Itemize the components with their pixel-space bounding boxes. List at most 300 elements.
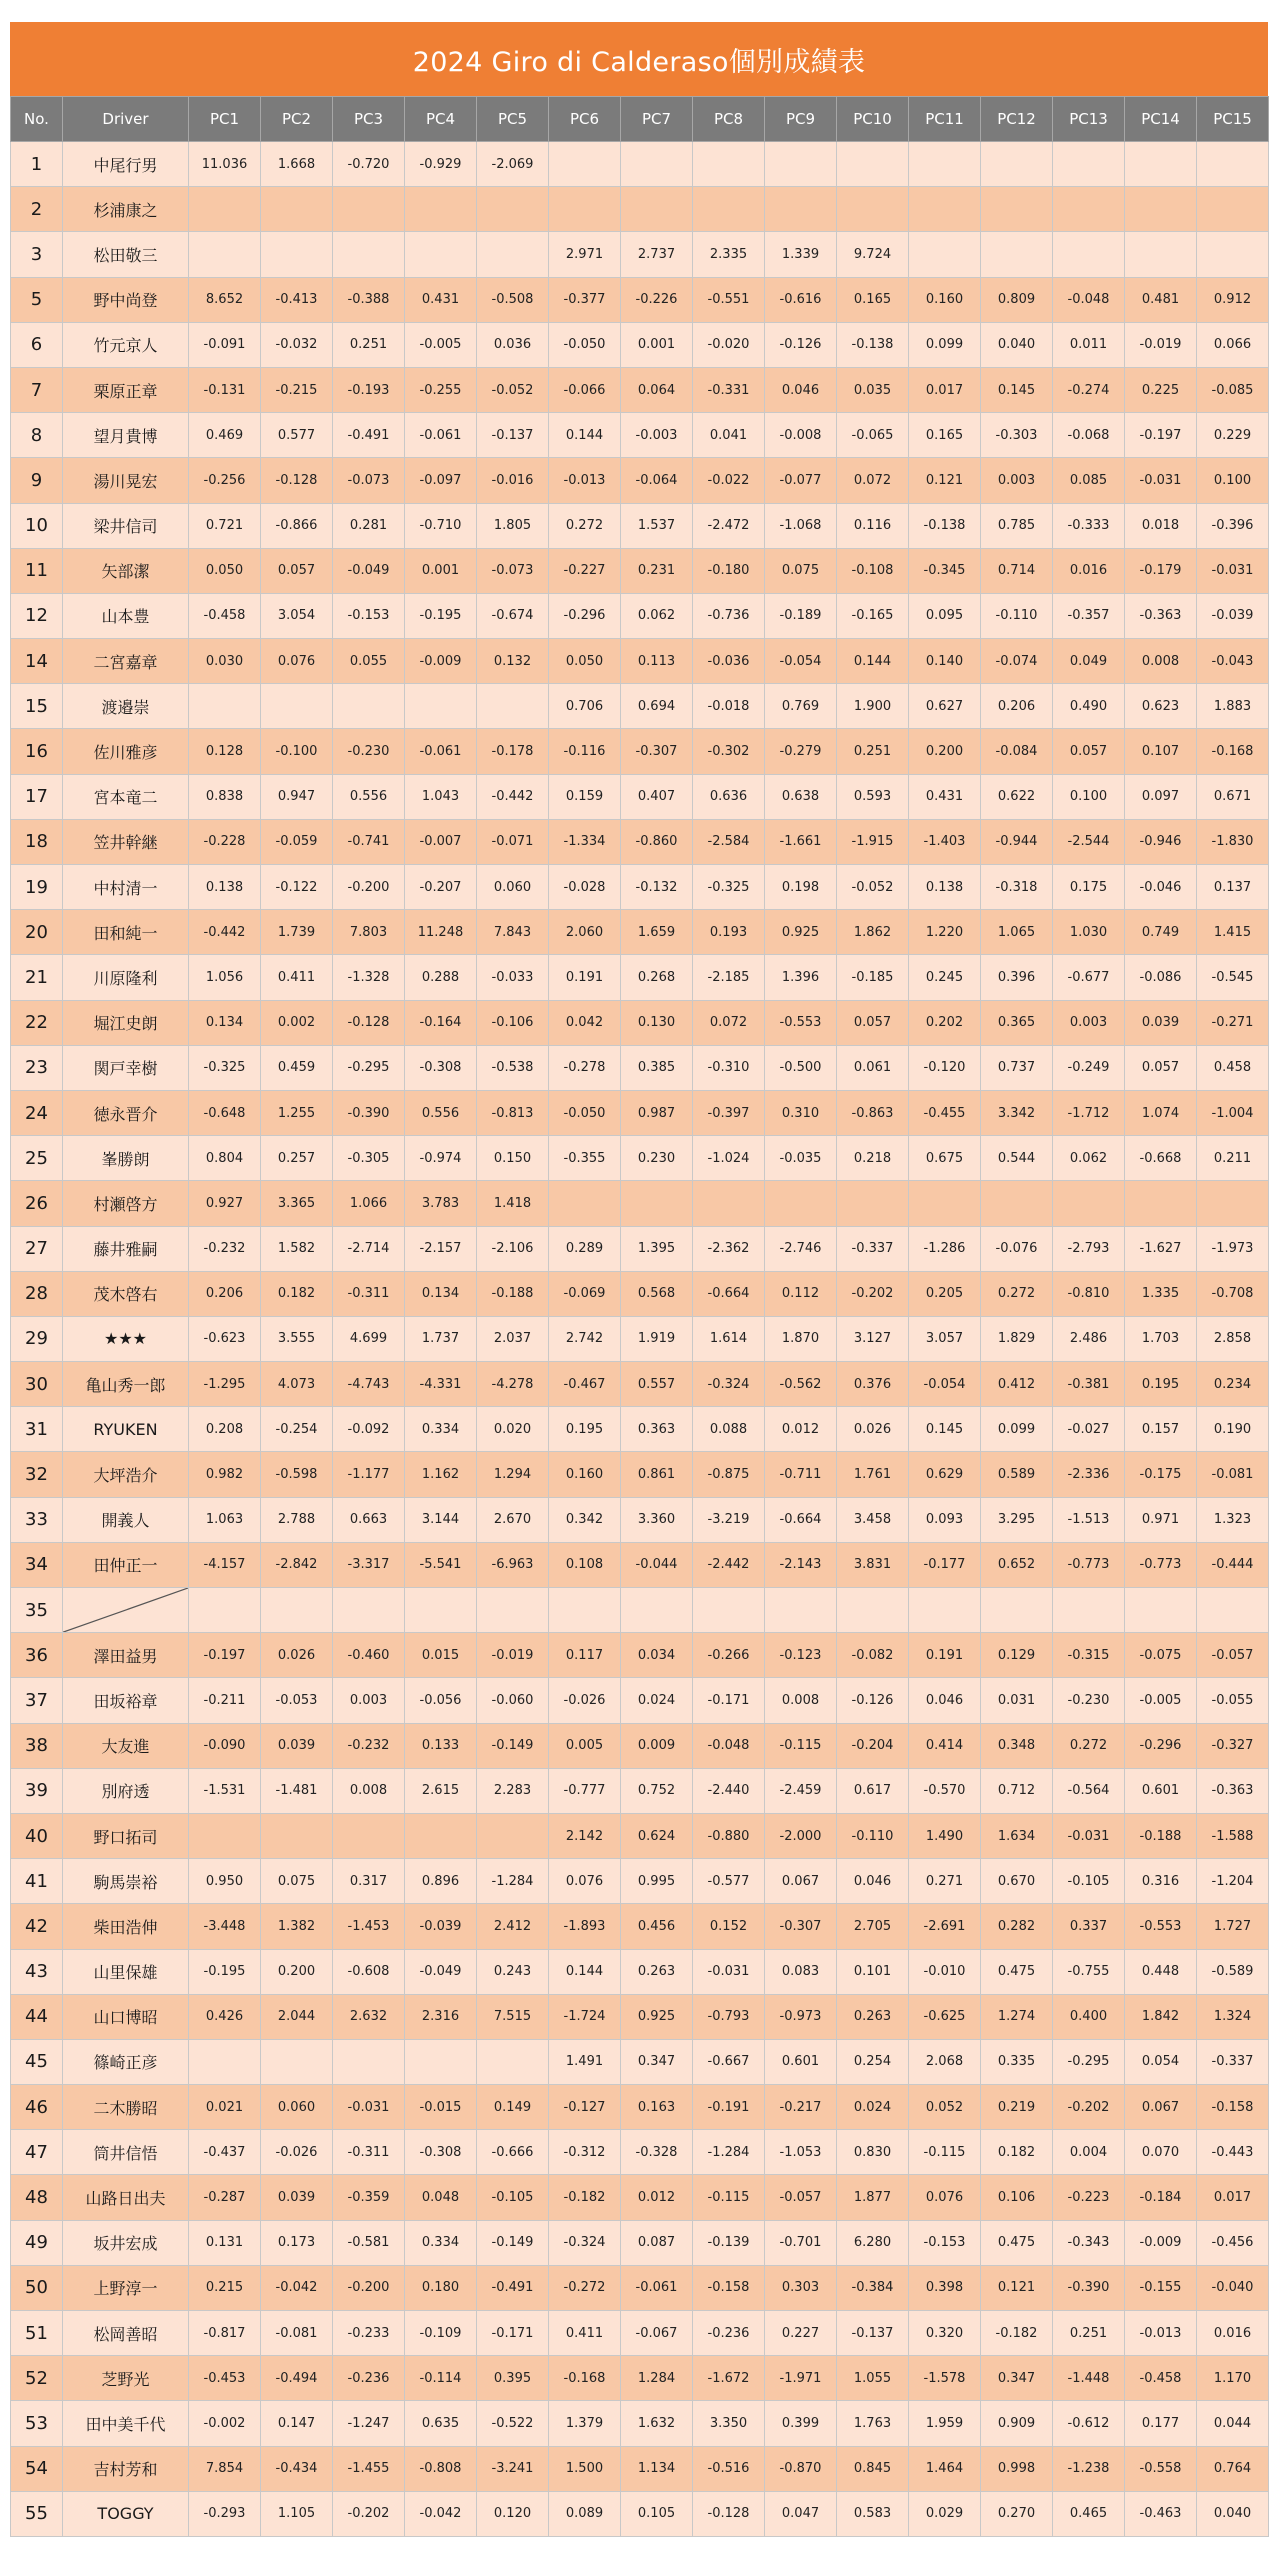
pc15-score: 0.016: [1197, 2311, 1269, 2356]
pc3-score: -0.200: [333, 2265, 405, 2310]
pc9-score: -0.711: [765, 1452, 837, 1497]
driver-name: 藤井雅嗣: [63, 1226, 189, 1271]
pc2-score: 0.039: [261, 1723, 333, 1768]
pc14-score: 0.067: [1125, 2085, 1197, 2130]
pc13-score: 0.400: [1053, 1994, 1125, 2039]
pc1-score: 0.469: [189, 413, 261, 458]
pc3-score: [333, 684, 405, 729]
row-number: 23: [11, 1045, 63, 1090]
pc8-score: -1.672: [693, 2356, 765, 2401]
pc11-score: -0.010: [909, 1949, 981, 1994]
pc12-score: 0.182: [981, 2130, 1053, 2175]
pc10-score: -0.108: [837, 548, 909, 593]
pc11-score: -0.115: [909, 2130, 981, 2175]
pc2-score: 4.073: [261, 1362, 333, 1407]
pc14-score: 0.316: [1125, 1859, 1197, 1904]
row-number: 38: [11, 1723, 63, 1768]
pc6-score: -0.272: [549, 2265, 621, 2310]
pc11-score: -2.691: [909, 1904, 981, 1949]
pc11-score: 0.398: [909, 2265, 981, 2310]
pc11-score: 1.490: [909, 1813, 981, 1858]
pc2-score: -0.081: [261, 2311, 333, 2356]
pc14-score: -0.668: [1125, 1136, 1197, 1181]
pc11-score: [909, 142, 981, 187]
header-pc10: PC10: [837, 97, 909, 142]
diagonal-slash-mark: [63, 1588, 188, 1632]
table-row: [11, 1859, 1269, 1904]
pc2-score: 3.054: [261, 593, 333, 638]
pc1-score: 0.982: [189, 1452, 261, 1497]
pc3-score: 0.008: [333, 1768, 405, 1813]
pc4-score: -0.207: [405, 865, 477, 910]
pc1-score: 0.950: [189, 1859, 261, 1904]
pc10-score: [837, 142, 909, 187]
pc9-score: -0.189: [765, 593, 837, 638]
pc10-score: 0.583: [837, 2491, 909, 2536]
pc2-score: -0.059: [261, 819, 333, 864]
pc10-score: -0.384: [837, 2265, 909, 2310]
pc6-score: 0.706: [549, 684, 621, 729]
pc3-score: 0.003: [333, 1678, 405, 1723]
pc2-score: -2.842: [261, 1542, 333, 1587]
pc6-score: -0.168: [549, 2356, 621, 2401]
pc10-score: 0.830: [837, 2130, 909, 2175]
pc13-score: -0.677: [1053, 955, 1125, 1000]
pc1-score: 0.206: [189, 1271, 261, 1316]
driver-name: 山口博昭: [63, 1994, 189, 2039]
pc6-score: 0.195: [549, 1407, 621, 1452]
driver-name: 松岡善昭: [63, 2311, 189, 2356]
row-number: 37: [11, 1678, 63, 1723]
pc7-score: 0.230: [621, 1136, 693, 1181]
pc1-score: 8.652: [189, 277, 261, 322]
row-number: 21: [11, 955, 63, 1000]
row-number: 7: [11, 367, 63, 412]
pc6-score: -0.355: [549, 1136, 621, 1181]
pc9-score: -0.701: [765, 2220, 837, 2265]
header-pc5: PC5: [477, 97, 549, 142]
pc4-score: 0.896: [405, 1859, 477, 1904]
pc12-score: 0.622: [981, 774, 1053, 819]
pc14-score: -0.184: [1125, 2175, 1197, 2220]
pc5-score: [477, 1813, 549, 1858]
pc11-score: [909, 1181, 981, 1226]
pc6-score: -0.312: [549, 2130, 621, 2175]
pc6-score: -0.050: [549, 1090, 621, 1135]
pc1-score: 0.128: [189, 729, 261, 774]
pc14-score: -0.363: [1125, 593, 1197, 638]
pc2-score: 1.255: [261, 1090, 333, 1135]
table-row: [11, 1633, 1269, 1678]
pc12-score: 0.475: [981, 2220, 1053, 2265]
row-number: 35: [11, 1588, 63, 1633]
pc10-score: -0.202: [837, 1271, 909, 1316]
driver-name: RYUKEN: [63, 1407, 189, 1452]
pc9-score: 1.396: [765, 955, 837, 1000]
pc3-score: -0.311: [333, 1271, 405, 1316]
driver-name: 堀江史朗: [63, 1000, 189, 1045]
pc12-score: 0.272: [981, 1271, 1053, 1316]
pc10-score: 0.263: [837, 1994, 909, 2039]
row-number: 9: [11, 458, 63, 503]
row-number: 31: [11, 1407, 63, 1452]
pc15-score: -0.363: [1197, 1768, 1269, 1813]
row-number: 44: [11, 1994, 63, 2039]
pc10-score: 2.705: [837, 1904, 909, 1949]
pc14-score: 0.039: [1125, 1000, 1197, 1045]
pc2-score: -0.215: [261, 367, 333, 412]
pc8-score: [693, 187, 765, 232]
pc6-score: 0.411: [549, 2311, 621, 2356]
pc2-score: [261, 1588, 333, 1633]
pc14-score: [1125, 142, 1197, 187]
pc1-score: -0.211: [189, 1678, 261, 1723]
pc9-score: 0.112: [765, 1271, 837, 1316]
pc3-score: 7.803: [333, 910, 405, 955]
table-row: [11, 1136, 1269, 1181]
pc6-score: 2.742: [549, 1316, 621, 1361]
pc13-score: -0.773: [1053, 1542, 1125, 1587]
pc10-score: 3.458: [837, 1497, 909, 1542]
pc15-score: -0.456: [1197, 2220, 1269, 2265]
pc9-score: -1.971: [765, 2356, 837, 2401]
pc13-score: -0.027: [1053, 1407, 1125, 1452]
pc6-score: 2.060: [549, 910, 621, 955]
pc6-score: -1.334: [549, 819, 621, 864]
row-number: 50: [11, 2265, 63, 2310]
table-row: [11, 639, 1269, 684]
pc10-score: 0.845: [837, 2446, 909, 2491]
pc8-score: -0.577: [693, 1859, 765, 1904]
pc2-score: -0.042: [261, 2265, 333, 2310]
pc3-score: -1.328: [333, 955, 405, 1000]
driver-name: 佐川雅彦: [63, 729, 189, 774]
pc13-score: 0.175: [1053, 865, 1125, 910]
pc10-score: 0.251: [837, 729, 909, 774]
pc11-score: 3.057: [909, 1316, 981, 1361]
row-number: 8: [11, 413, 63, 458]
pc12-score: 0.282: [981, 1904, 1053, 1949]
pc12-score: -0.074: [981, 639, 1053, 684]
pc8-score: [693, 142, 765, 187]
pc1-score: 0.050: [189, 548, 261, 593]
pc3-score: -2.714: [333, 1226, 405, 1271]
pc15-score: -0.396: [1197, 503, 1269, 548]
pc4-score: -0.042: [405, 2491, 477, 2536]
pc1-score: 0.021: [189, 2085, 261, 2130]
pc12-score: 0.714: [981, 548, 1053, 593]
pc15-score: -0.444: [1197, 1542, 1269, 1587]
pc5-score: [477, 1588, 549, 1633]
pc15-score: -0.039: [1197, 593, 1269, 638]
pc14-score: -0.031: [1125, 458, 1197, 503]
pc8-score: -0.516: [693, 2446, 765, 2491]
table-row: [11, 819, 1269, 864]
pc2-score: -0.122: [261, 865, 333, 910]
header-pc3: PC3: [333, 97, 405, 142]
pc14-score: 0.008: [1125, 639, 1197, 684]
pc8-score: -0.191: [693, 2085, 765, 2130]
pc12-score: 0.670: [981, 1859, 1053, 1904]
pc4-score: 0.556: [405, 1090, 477, 1135]
pc6-score: 0.117: [549, 1633, 621, 1678]
pc1-score: -0.817: [189, 2311, 261, 2356]
row-number: 5: [11, 277, 63, 322]
table-row: [11, 2401, 1269, 2446]
pc6-score: -0.066: [549, 367, 621, 412]
pc5-score: 2.283: [477, 1768, 549, 1813]
pc15-score: [1197, 1588, 1269, 1633]
pc1-score: [189, 684, 261, 729]
pc4-score: 0.001: [405, 548, 477, 593]
table-row: [11, 774, 1269, 819]
pc10-score: 3.127: [837, 1316, 909, 1361]
row-number: 33: [11, 1497, 63, 1542]
pc9-score: -0.973: [765, 1994, 837, 2039]
pc5-score: -0.508: [477, 277, 549, 322]
driver-name: ★★★: [63, 1316, 189, 1361]
pc15-score: 0.234: [1197, 1362, 1269, 1407]
pc10-score: -0.052: [837, 865, 909, 910]
pc15-score: -1.973: [1197, 1226, 1269, 1271]
pc1-score: -0.458: [189, 593, 261, 638]
table-row: [11, 1407, 1269, 1452]
pc8-score: -0.180: [693, 548, 765, 593]
pc5-score: -0.522: [477, 2401, 549, 2446]
pc14-score: -0.773: [1125, 1542, 1197, 1587]
table-row: [11, 277, 1269, 322]
pc12-score: 0.099: [981, 1407, 1053, 1452]
pc13-score: 1.030: [1053, 910, 1125, 955]
pc14-score: -1.627: [1125, 1226, 1197, 1271]
pc14-score: 1.842: [1125, 1994, 1197, 2039]
pc2-score: [261, 2039, 333, 2084]
pc15-score: -0.057: [1197, 1633, 1269, 1678]
driver-name: 中村清一: [63, 865, 189, 910]
pc9-score: -0.054: [765, 639, 837, 684]
pc5-score: -0.071: [477, 819, 549, 864]
pc4-score: -0.114: [405, 2356, 477, 2401]
pc14-score: 0.097: [1125, 774, 1197, 819]
pc7-score: 0.024: [621, 1678, 693, 1723]
pc9-score: -0.126: [765, 322, 837, 367]
pc5-score: 0.149: [477, 2085, 549, 2130]
pc3-score: -0.230: [333, 729, 405, 774]
pc2-score: 3.555: [261, 1316, 333, 1361]
pc12-score: 0.003: [981, 458, 1053, 503]
pc3-score: -0.295: [333, 1045, 405, 1090]
pc2-score: 0.200: [261, 1949, 333, 1994]
pc11-score: -1.403: [909, 819, 981, 864]
pc7-score: -0.860: [621, 819, 693, 864]
pc3-score: -0.305: [333, 1136, 405, 1181]
table-row: [11, 2311, 1269, 2356]
pc14-score: [1125, 232, 1197, 277]
pc1-score: -0.287: [189, 2175, 261, 2220]
pc12-score: 3.295: [981, 1497, 1053, 1542]
pc4-score: -0.308: [405, 2130, 477, 2175]
pc4-score: -0.195: [405, 593, 477, 638]
pc6-score: -0.116: [549, 729, 621, 774]
pc11-score: 0.627: [909, 684, 981, 729]
row-number: 26: [11, 1181, 63, 1226]
driver-name: 村瀬啓方: [63, 1181, 189, 1226]
pc13-score: 0.490: [1053, 684, 1125, 729]
pc8-score: -2.362: [693, 1226, 765, 1271]
driver-name: 篠崎正彦: [63, 2039, 189, 2084]
pc3-score: [333, 2039, 405, 2084]
pc7-score: 1.537: [621, 503, 693, 548]
pc11-score: -1.578: [909, 2356, 981, 2401]
pc15-score: -1.204: [1197, 1859, 1269, 1904]
pc12-score: [981, 1588, 1053, 1633]
pc8-score: -0.736: [693, 593, 765, 638]
pc9-score: -0.008: [765, 413, 837, 458]
pc1-score: -0.453: [189, 2356, 261, 2401]
pc13-score: -1.513: [1053, 1497, 1125, 1542]
pc10-score: 1.862: [837, 910, 909, 955]
pc11-score: 0.046: [909, 1678, 981, 1723]
pc1-score: -0.293: [189, 2491, 261, 2536]
pc11-score: -0.177: [909, 1542, 981, 1587]
pc12-score: 0.909: [981, 2401, 1053, 2446]
pc13-score: -0.202: [1053, 2085, 1125, 2130]
row-number: 28: [11, 1271, 63, 1316]
pc4-score: 3.144: [405, 1497, 477, 1542]
pc15-score: -0.085: [1197, 367, 1269, 412]
pc8-score: -1.284: [693, 2130, 765, 2175]
pc7-score: 0.113: [621, 639, 693, 684]
pc6-score: 2.142: [549, 1813, 621, 1858]
pc10-score: 0.376: [837, 1362, 909, 1407]
pc11-score: -0.345: [909, 548, 981, 593]
pc6-score: -0.013: [549, 458, 621, 503]
pc1-score: -1.295: [189, 1362, 261, 1407]
pc15-score: -1.830: [1197, 819, 1269, 864]
pc11-score: [909, 187, 981, 232]
pc14-score: [1125, 187, 1197, 232]
header-pc4: PC4: [405, 97, 477, 142]
pc12-score: 0.712: [981, 1768, 1053, 1813]
pc4-score: 1.737: [405, 1316, 477, 1361]
pc3-score: -0.390: [333, 1090, 405, 1135]
driver-name: 栗原正章: [63, 367, 189, 412]
table-row: [11, 1588, 1269, 1633]
pc13-score: -0.105: [1053, 1859, 1125, 1904]
pc2-score: 0.147: [261, 2401, 333, 2446]
pc2-score: 0.459: [261, 1045, 333, 1090]
pc12-score: 0.652: [981, 1542, 1053, 1587]
pc4-score: -0.929: [405, 142, 477, 187]
pc11-score: 0.138: [909, 865, 981, 910]
pc4-score: 0.334: [405, 1407, 477, 1452]
driver-name: 二木勝昭: [63, 2085, 189, 2130]
pc4-score: -0.005: [405, 322, 477, 367]
pc7-score: -0.064: [621, 458, 693, 503]
pc4-score: 1.043: [405, 774, 477, 819]
pc1-score: 0.131: [189, 2220, 261, 2265]
pc11-score: 0.202: [909, 1000, 981, 1045]
pc1-score: 0.138: [189, 865, 261, 910]
pc5-score: 7.843: [477, 910, 549, 955]
pc3-score: 4.699: [333, 1316, 405, 1361]
driver-name: 山里保雄: [63, 1949, 189, 1994]
pc10-score: -0.065: [837, 413, 909, 458]
driver-name: 笠井幹継: [63, 819, 189, 864]
pc3-score: -3.317: [333, 1542, 405, 1587]
table-row: [11, 910, 1269, 955]
pc5-score: -0.060: [477, 1678, 549, 1723]
pc11-score: 0.076: [909, 2175, 981, 2220]
table-row: [11, 1090, 1269, 1135]
pc14-score: -0.175: [1125, 1452, 1197, 1497]
pc11-score: 0.160: [909, 277, 981, 322]
pc14-score: 0.054: [1125, 2039, 1197, 2084]
pc10-score: -0.863: [837, 1090, 909, 1135]
table-row: [11, 458, 1269, 503]
pc2-score: 0.039: [261, 2175, 333, 2220]
pc14-score: [1125, 1181, 1197, 1226]
pc4-score: 0.048: [405, 2175, 477, 2220]
pc13-score: 0.062: [1053, 1136, 1125, 1181]
pc13-score: -0.068: [1053, 413, 1125, 458]
pc15-score: 0.100: [1197, 458, 1269, 503]
pc5-score: [477, 232, 549, 277]
pc7-score: -0.132: [621, 865, 693, 910]
pc4-score: [405, 2039, 477, 2084]
pc13-score: 0.057: [1053, 729, 1125, 774]
pc11-score: -0.054: [909, 1362, 981, 1407]
pc7-score: -0.307: [621, 729, 693, 774]
pc3-score: -0.073: [333, 458, 405, 503]
pc2-score: 0.182: [261, 1271, 333, 1316]
driver-name: 山本豊: [63, 593, 189, 638]
pc7-score: 0.263: [621, 1949, 693, 1994]
pc15-score: 0.137: [1197, 865, 1269, 910]
pc4-score: [405, 684, 477, 729]
pc8-score: -0.022: [693, 458, 765, 503]
driver-name: 大友進: [63, 1723, 189, 1768]
pc6-score: 0.160: [549, 1452, 621, 1497]
pc6-score: [549, 1181, 621, 1226]
pc14-score: 0.057: [1125, 1045, 1197, 1090]
pc8-score: -0.302: [693, 729, 765, 774]
pc4-score: -0.974: [405, 1136, 477, 1181]
pc15-score: -0.589: [1197, 1949, 1269, 1994]
table-row: [11, 1768, 1269, 1813]
pc6-score: -0.069: [549, 1271, 621, 1316]
pc12-score: 0.785: [981, 503, 1053, 548]
pc7-score: 0.012: [621, 2175, 693, 2220]
pc15-score: 1.415: [1197, 910, 1269, 955]
pc7-score: 1.395: [621, 1226, 693, 1271]
pc8-score: -1.024: [693, 1136, 765, 1181]
pc4-score: 2.316: [405, 1994, 477, 2039]
pc12-score: 1.829: [981, 1316, 1053, 1361]
pc9-score: -1.661: [765, 819, 837, 864]
pc12-score: 0.145: [981, 367, 1053, 412]
pc4-score: -0.097: [405, 458, 477, 503]
table-row: [11, 232, 1269, 277]
pc3-score: 0.251: [333, 322, 405, 367]
pc7-score: -0.328: [621, 2130, 693, 2175]
pc5-score: 2.037: [477, 1316, 549, 1361]
pc5-score: -0.106: [477, 1000, 549, 1045]
row-number: 41: [11, 1859, 63, 1904]
pc2-score: 1.739: [261, 910, 333, 955]
pc14-score: -0.005: [1125, 1678, 1197, 1723]
row-number: 51: [11, 2311, 63, 2356]
